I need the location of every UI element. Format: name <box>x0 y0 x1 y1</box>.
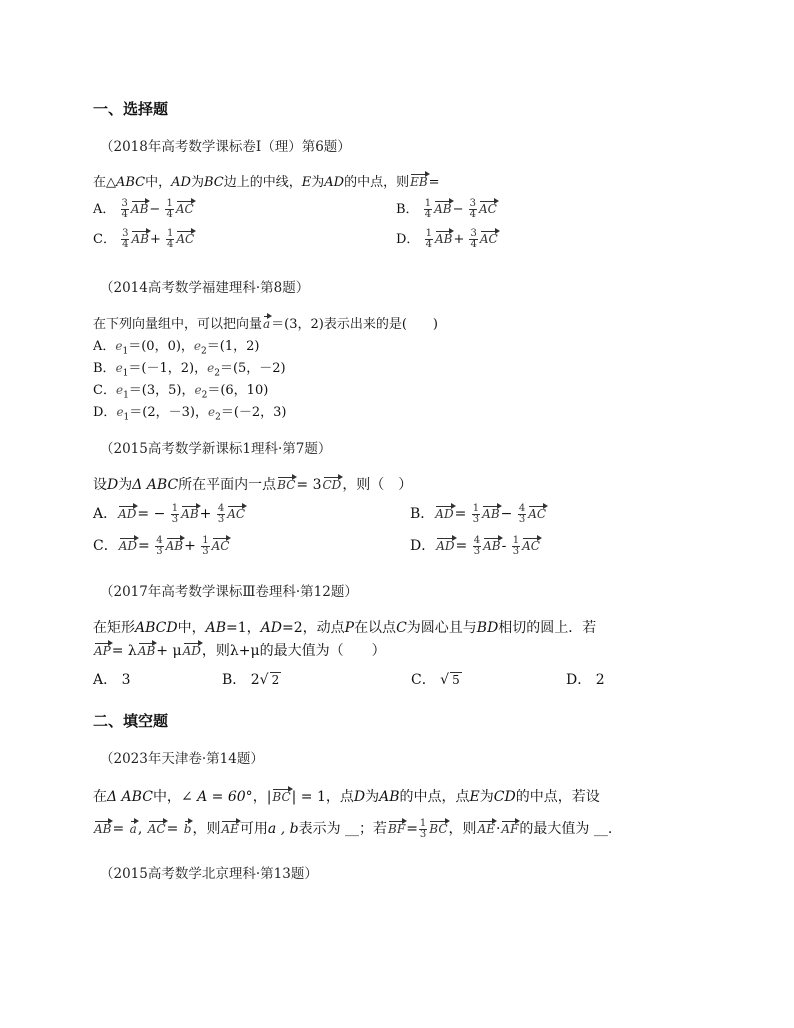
option-b: B．$e_1=(-1$，2)，$e_2=(5$，－2) <box>93 361 286 379</box>
question-stem-cont: AB= a, AC= b，则AE可用a , b表示为 __；若BF= $\frac{1}{3}$ BC，则AE·AF的最大值为 __. <box>94 817 613 840</box>
option-c: C．$e_1=(3$，5)，$e_2=(6$，10) <box>93 383 269 401</box>
question-source: （2023年天津卷·第14题） <box>100 751 264 767</box>
option-a: A．AD= − $\frac{1}{3}$ AB+ $\frac{4}{3}$ AC <box>93 502 246 525</box>
option-b: B．AD= $\frac{1}{3}$ AB− $\frac{4}{3}$ AC <box>410 502 547 525</box>
option-a: A． 3 <box>93 672 131 688</box>
option-a: A． $\frac{3}{4}$ AB− $\frac{1}{4}$ AC <box>93 198 194 220</box>
option-c: C． $\frac{3}{4}$ AB+ $\frac{1}{4}$ AC <box>93 228 195 250</box>
question-stem: 在矩形ABCD中，AB=1，AD=2，动点P在以点C为圆心且与BD相切的圆上．若 <box>93 620 597 636</box>
question-source: （2015高考数学新课标1理科·第7题） <box>100 441 332 457</box>
option-d: D． 2 <box>566 672 605 688</box>
question-stem: 在△ABC中，AD为BC边上的中线，E为AD的中点，则EB= <box>93 171 440 190</box>
option-c: C．AD= $\frac{4}{3}$ AB+ $\frac{1}{3}$ AC <box>93 534 230 557</box>
option-b: B． 2√ 2 <box>222 672 280 688</box>
question-stem-cont: AP= λAB+ μAD，则λ+μ的最大值为（ ） <box>94 643 386 659</box>
question-source: （2017年高考数学课标Ⅲ卷理科·第12题） <box>100 584 358 600</box>
question-stem: 在Δ ABC中，∠ A = 60°，|BC| = 1，点D为AB的中点，点E为CD的中点，若设 <box>93 789 600 805</box>
option-a: A．$e_1=(0$，0)，$e_2=(1$，2) <box>93 339 260 357</box>
question-source: （2015高考数学北京理科·第13题） <box>100 866 318 882</box>
option-b: B． $\frac{1}{4}$ AB− $\frac{3}{4}$ AC <box>396 198 497 220</box>
question-stem: 在下列向量组中，可以把向量a＝(3，2)表示出来的是( ) <box>93 313 438 332</box>
option-d: D． $\frac{1}{4}$ AB+ $\frac{3}{4}$ AC <box>396 228 498 250</box>
question-source: （2014高考数学福建理科·第8题） <box>100 280 310 296</box>
vector-eb: EB <box>410 172 428 189</box>
option-c: C． √ 5 <box>411 672 460 688</box>
option-d: D．$e_1=(2$，－3)，$e_2=(-2$，3) <box>93 405 287 423</box>
section-title-fill: 二、填空题 <box>93 712 169 730</box>
question-stem: 设D为Δ ABC所在平面内一点BC= 3CD，则（ ） <box>93 477 413 493</box>
section-title-choice: 一、选择题 <box>93 100 169 118</box>
option-d: D．AD= $\frac{4}{3}$ AB- $\frac{1}{3}$ AC <box>410 534 540 557</box>
question-source: （2018年高考数学课标卷Ⅰ（理）第6题） <box>100 139 351 155</box>
